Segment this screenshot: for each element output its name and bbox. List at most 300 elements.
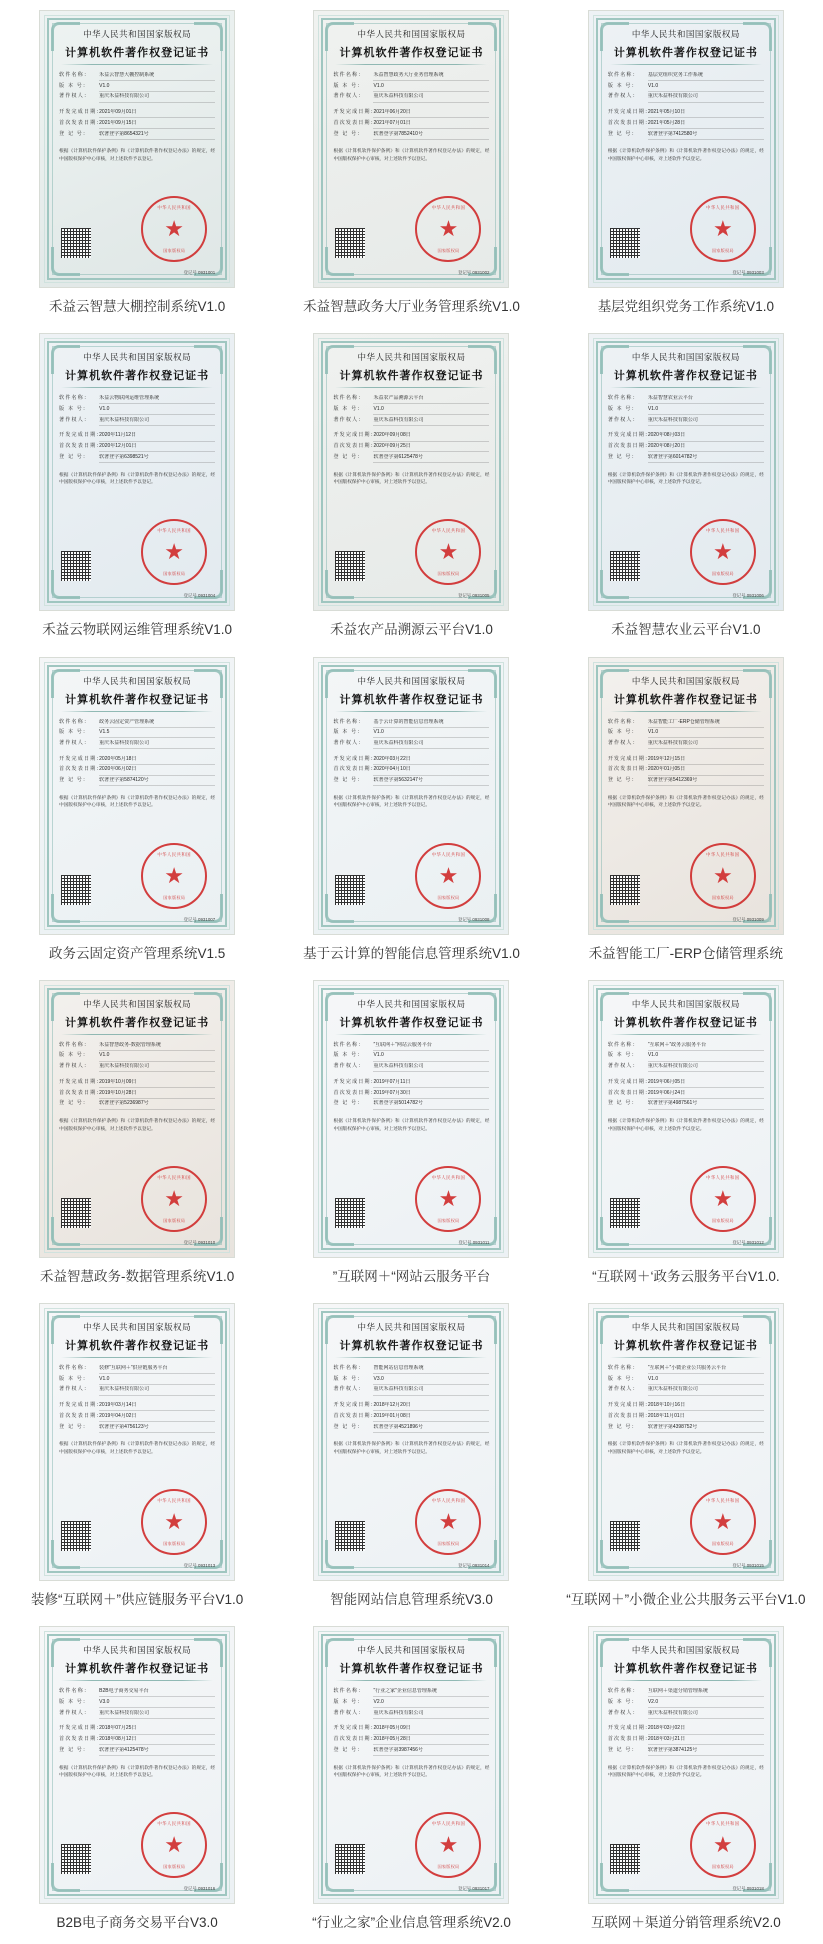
certificate-image[interactable] <box>39 1626 235 1904</box>
field-copyright-owner <box>59 740 215 749</box>
certificate-image[interactable] <box>313 333 509 611</box>
field-copyright-owner <box>608 417 764 426</box>
certificate-card[interactable] <box>0 651 274 974</box>
divider <box>610 387 762 388</box>
field-label: 软件名称： <box>607 395 639 402</box>
corner-ornament-icon <box>600 992 629 1021</box>
seal-star-icon: ★ <box>438 1509 459 1534</box>
certificate-caption: B2B电子商务交易平台V3.0 <box>56 1915 218 1931</box>
field-label: 开发完成日期： <box>607 1725 652 1732</box>
certificate-card[interactable] <box>549 1620 823 1943</box>
seal-star-icon: ★ <box>164 1185 185 1211</box>
divider <box>61 1680 213 1681</box>
certificate-note: 根据《计算机软件保护条例》和《计算机软件著作权登记办法》的规定，经中国版权保护中心审核，对上述软件予以登记。 <box>333 1441 490 1454</box>
field-label: 著作权人： <box>333 93 365 100</box>
corner-ornament-icon <box>194 1315 223 1344</box>
field-label: 登 记 号： <box>59 453 90 460</box>
field-label: 软件名称： <box>333 1041 365 1048</box>
seal-top-text: 中华人民共和国 <box>157 1498 191 1503</box>
field-software-name <box>333 1688 489 1697</box>
field-registration-number <box>333 1747 489 1756</box>
field-label: 版 本 号： <box>59 729 90 736</box>
field-version <box>59 1376 215 1385</box>
field-label: 版 本 号： <box>607 1052 638 1059</box>
field-value: 2019年07月30日 <box>373 1090 489 1099</box>
certificate-border <box>47 1634 227 1896</box>
field-software-name <box>59 72 215 81</box>
certificate-serial: 登记号 0931018 <box>732 1886 764 1892</box>
certificate-note: 根据《计算机软件保护条例》和《计算机软件著作权登记办法》的规定，经中国版权保护中心审核，对上述软件予以登记。 <box>607 1764 764 1778</box>
field-label: 著作权人： <box>333 1386 365 1393</box>
field-value: 重庆禾益科技有限公司 <box>99 93 215 102</box>
field-value: 重庆禾益科技有限公司 <box>648 1386 764 1395</box>
seal-top-text: 中华人民共和国 <box>706 528 740 534</box>
certificate-card[interactable] <box>549 4 823 327</box>
corner-ornament-icon <box>51 1315 80 1344</box>
field-label: 软件名称： <box>333 1365 365 1372</box>
field-label: 开发完成日期： <box>333 1078 377 1085</box>
field-registration-number <box>59 131 215 140</box>
certificate-serial: 登记号 0931003 <box>732 270 764 275</box>
field-registration-number <box>608 1747 764 1756</box>
field-label: 首次发表日期： <box>333 766 377 773</box>
seal-top-text: 中华人民共和国 <box>431 528 466 534</box>
field-label: 开发完成日期： <box>59 1078 103 1085</box>
field-label: 开发完成日期： <box>59 109 103 116</box>
field-value: 2018年11月01日 <box>648 1413 764 1422</box>
field-value: 软著登字第7852410号 <box>373 131 489 140</box>
field-version <box>333 1052 489 1061</box>
seal-top-text: 中华人民共和国 <box>157 851 191 857</box>
red-seal-icon <box>141 196 207 262</box>
certificate-card[interactable] <box>274 1620 548 1943</box>
certificate-fields <box>333 1365 489 1434</box>
field-development-date <box>608 1402 764 1411</box>
field-value: 2018年07月25日 <box>99 1725 215 1734</box>
field-development-date <box>59 1725 215 1734</box>
certificate-issuer: 中华人民共和国国家版权局 <box>631 1645 740 1656</box>
field-software-name <box>59 395 215 404</box>
field-value: 2021年06月20日 <box>373 109 489 118</box>
field-label: 首次发表日期： <box>607 1736 652 1743</box>
field-label: 著作权人： <box>607 1386 639 1393</box>
divider <box>335 711 487 712</box>
field-value: 软著登字第4756123号 <box>99 1424 215 1433</box>
certificate-issuer: 中华人民共和国国家版权局 <box>357 675 466 686</box>
divider <box>610 1680 762 1681</box>
field-software-name <box>333 1042 489 1051</box>
field-label: 版 本 号： <box>333 1052 364 1059</box>
field-value: 重庆禾益科技有限公司 <box>648 93 764 102</box>
field-label: 开发完成日期： <box>333 755 377 762</box>
field-value: 2020年06月02日 <box>99 766 215 775</box>
certificate-image[interactable] <box>313 1303 509 1581</box>
certificate-title: 计算机软件著作权登记证书 <box>613 1016 758 1029</box>
field-publication-date <box>608 1736 764 1745</box>
seal-top-text: 中华人民共和国 <box>706 1498 740 1503</box>
field-version <box>608 1376 764 1385</box>
corner-ornament-icon <box>325 1638 354 1667</box>
corner-ornament-icon <box>325 992 354 1021</box>
field-value: V1.0 <box>648 406 764 415</box>
field-label: 版 本 号： <box>59 82 90 89</box>
field-label: 版 本 号： <box>333 1698 364 1705</box>
corner-ornament-icon <box>194 22 223 51</box>
seal-star-icon: ★ <box>164 1832 185 1858</box>
certificate-fields <box>59 395 215 464</box>
certificate-note: 根据《计算机软件保护条例》和《计算机软件著作权登记办法》的规定，经中国版权保护中心审核，对上述软件予以登记。 <box>607 1441 764 1454</box>
certificate-fields <box>333 72 489 141</box>
field-value: 重庆禾益科技有限公司 <box>648 1063 764 1072</box>
certificate-title: 计算机软件著作权登记证书 <box>613 693 758 706</box>
qr-code-icon <box>61 1521 91 1551</box>
seal-top-text: 中华人民共和国 <box>431 1498 466 1503</box>
certificate-serial: 登记号 0931007 <box>183 916 216 922</box>
certificate-serial: 登记号 0931017 <box>457 1886 490 1892</box>
field-value: 软著登字第4521896号 <box>373 1424 489 1433</box>
field-label: 软件名称： <box>59 1688 91 1695</box>
certificate-signature-area <box>333 851 489 917</box>
field-value: V2.0 <box>373 1699 489 1708</box>
field-value: 禾益智慧政务-数据管理系统 <box>99 1042 215 1051</box>
corner-ornament-icon <box>194 1638 223 1667</box>
field-label: 软件名称： <box>607 1041 639 1048</box>
certificate-card[interactable] <box>274 1297 548 1620</box>
field-label: 软件名称： <box>59 718 91 725</box>
certificate-border <box>321 988 501 1250</box>
qr-code-icon <box>335 228 365 258</box>
certificate-signature-area <box>608 1820 764 1886</box>
divider <box>610 1034 762 1035</box>
seal-top-text: 中华人民共和国 <box>431 851 466 857</box>
certificate-signature-area <box>333 204 489 270</box>
field-value: V1.0 <box>373 406 489 415</box>
field-development-date <box>333 756 489 765</box>
certificate-signature-area <box>608 851 764 917</box>
red-seal-icon <box>415 843 481 909</box>
field-label: 开发完成日期： <box>59 1725 103 1732</box>
field-label: 著作权人： <box>333 1063 365 1070</box>
certificate-note: 根据《计算机软件保护条例》和《计算机软件著作权登记办法》的规定，经中国版权保护中心审核，对上述软件予以登记。 <box>333 794 490 808</box>
field-label: 首次发表日期： <box>607 443 652 450</box>
certificate-caption: “互联网＋”小微企业公共服务云平台V1.0 <box>566 1592 806 1607</box>
corner-ornament-icon <box>51 1638 80 1667</box>
certificate-signature-area <box>608 204 764 270</box>
field-copyright-owner <box>608 1710 764 1719</box>
field-value: 禾益云智慧大棚控制系统 <box>99 72 215 81</box>
certificate-image[interactable] <box>39 1303 235 1581</box>
certificate-signature-area <box>59 527 215 593</box>
certificate-title: 计算机软件著作权登记证书 <box>65 693 210 706</box>
field-copyright-owner <box>333 93 489 102</box>
certificate-note: 根据《计算机软件保护条例》和《计算机软件著作权登记办法》的规定，经中国版权保护中心审核，对上述软件予以登记。 <box>333 148 490 161</box>
seal-star-icon: ★ <box>438 1185 459 1211</box>
field-copyright-owner <box>59 1386 215 1395</box>
field-software-name <box>333 1365 489 1374</box>
certificate-title: 计算机软件著作权登记证书 <box>65 1340 210 1353</box>
certificate-image[interactable] <box>588 1626 784 1904</box>
field-development-date <box>608 109 764 118</box>
field-publication-date <box>333 1413 489 1422</box>
certificate-image[interactable] <box>313 1626 509 1904</box>
field-value: V1.0 <box>373 729 489 738</box>
certificate-caption: 禾益云物联网运维管理系统V1.0 <box>42 622 233 638</box>
seal-bottom-text: 国家版权局 <box>437 1864 460 1870</box>
certificate-note: 根据《计算机软件保护条例》和《计算机软件著作权登记办法》的规定，经中国版权保护中心审核，对上述软件予以登记。 <box>59 1118 216 1131</box>
certificate-signature-area <box>59 204 215 270</box>
field-value: 2020年08月03日 <box>648 432 764 441</box>
field-value: 2021年09月15日 <box>99 120 215 129</box>
field-value: 重庆禾益科技有限公司 <box>373 1063 489 1072</box>
certificate-card[interactable] <box>549 651 823 974</box>
certificate-image[interactable] <box>588 980 784 1258</box>
certificate-image[interactable] <box>588 657 784 935</box>
certificate-serial: 登记号 0931013 <box>183 1563 216 1568</box>
corner-ornament-icon <box>51 992 80 1021</box>
seal-bottom-text: 国家版权局 <box>437 571 460 577</box>
field-value: 禾益智能工厂-ERP仓储管理系统 <box>648 719 764 728</box>
field-value: V3.0 <box>373 1376 489 1385</box>
field-software-name <box>59 719 215 728</box>
field-label: 首次发表日期： <box>59 443 103 450</box>
red-seal-icon <box>415 1812 481 1878</box>
field-value: “行业之家”企业信息管理系统 <box>373 1688 489 1697</box>
field-publication-date <box>333 766 489 775</box>
seal-star-icon: ★ <box>712 216 733 241</box>
field-value: 基层党组织党务工作系统 <box>648 72 764 81</box>
certificate-serial: 登记号 0931010 <box>183 1239 216 1245</box>
certificate-border <box>47 1311 227 1573</box>
red-seal-icon <box>141 1812 207 1878</box>
corner-ornament-icon <box>468 22 497 51</box>
seal-top-text: 中华人民共和国 <box>157 1821 191 1827</box>
field-label: 版 本 号： <box>607 1375 638 1382</box>
red-seal-icon <box>415 1166 481 1232</box>
corner-ornament-icon <box>743 22 772 51</box>
certificate-card[interactable] <box>274 651 548 974</box>
field-label: 软件名称： <box>607 718 639 725</box>
field-value: 2020年09月25日 <box>373 443 489 452</box>
red-seal-icon <box>415 1489 481 1555</box>
field-development-date <box>333 1402 489 1411</box>
certificate-image[interactable] <box>39 10 235 288</box>
certificate-note: 根据《计算机软件保护条例》和《计算机软件著作权登记办法》的规定，经中国版权保护中心审核，对上述软件予以登记。 <box>59 1441 216 1454</box>
field-label: 软件名称： <box>59 1365 91 1372</box>
certificate-fields <box>333 1042 489 1111</box>
field-value: 禾益云物联网运维管理系统 <box>99 395 215 404</box>
qr-code-icon <box>335 551 365 581</box>
certificate-card[interactable] <box>274 327 548 650</box>
field-registration-number <box>59 454 215 463</box>
field-value: 2020年12月01日 <box>99 443 215 452</box>
qr-code-icon <box>610 1521 640 1551</box>
certificate-image[interactable] <box>588 333 784 611</box>
field-label: 软件名称： <box>607 1365 639 1372</box>
field-label: 首次发表日期： <box>607 766 652 773</box>
certificate-title: 计算机软件著作权登记证书 <box>65 1663 210 1676</box>
certificate-note: 根据《计算机软件保护条例》和《计算机软件著作权登记办法》的规定，经中国版权保护中心审核，对上述软件予以登记。 <box>59 794 216 808</box>
field-value: 重庆禾益科技有限公司 <box>99 1710 215 1719</box>
certificate-image[interactable] <box>313 10 509 288</box>
corner-ornament-icon <box>468 992 497 1021</box>
seal-bottom-text: 国家版权局 <box>163 571 186 577</box>
certificate-serial: 登记号 0931012 <box>732 1239 764 1245</box>
field-label: 登 记 号： <box>607 130 638 137</box>
field-label: 著作权人： <box>607 1709 639 1716</box>
field-value: 2018年08月12日 <box>99 1736 215 1745</box>
field-value: 重庆禾益科技有限公司 <box>99 1063 215 1072</box>
field-development-date <box>333 1725 489 1734</box>
certificate-border <box>596 341 776 603</box>
field-label: 著作权人： <box>59 1386 91 1393</box>
field-version <box>59 83 215 92</box>
field-value: 软著登字第3874125号 <box>648 1747 764 1756</box>
certificate-title: 计算机软件著作权登记证书 <box>339 370 484 383</box>
certificate-image[interactable] <box>588 10 784 288</box>
field-label: 登 记 号： <box>607 453 638 460</box>
field-value: 软著登字第4398752号 <box>648 1424 764 1433</box>
field-version <box>608 729 764 738</box>
certificate-fields <box>59 1042 215 1111</box>
field-value: 2019年01月08日 <box>373 1413 489 1422</box>
field-development-date <box>608 432 764 441</box>
certificate-signature-area <box>333 1174 489 1240</box>
certificate-note: 根据《计算机软件保护条例》和《计算机软件著作权登记办法》的规定，经中国版权保护中心审核，对上述软件予以登记。 <box>607 148 764 161</box>
corner-ornament-icon <box>600 1638 629 1667</box>
certificate-signature-area <box>59 1497 215 1563</box>
seal-top-text: 中华人民共和国 <box>157 528 191 534</box>
certificate-card[interactable] <box>274 4 548 327</box>
field-value: 2019年07月11日 <box>373 1079 489 1088</box>
field-value: 软著登字第5236987号 <box>99 1100 215 1109</box>
certificate-card[interactable] <box>0 327 274 650</box>
certificate-issuer: 中华人民共和国国家版权局 <box>83 1322 192 1332</box>
seal-star-icon: ★ <box>438 216 459 241</box>
certificate-card[interactable] <box>549 974 823 1297</box>
certificate-issuer: 中华人民共和国国家版权局 <box>357 29 466 39</box>
certificate-note: 根据《计算机软件保护条例》和《计算机软件著作权登记办法》的规定，经中国版权保护中心审核，对上述软件予以登记。 <box>333 1118 490 1131</box>
certificate-signature-area <box>333 1497 489 1563</box>
corner-ornament-icon <box>194 669 223 698</box>
certificate-card[interactable] <box>0 4 274 327</box>
field-value: 2018年12月20日 <box>373 1402 489 1411</box>
field-label: 登 记 号： <box>59 777 90 784</box>
certificate-image[interactable] <box>39 980 235 1258</box>
certificate-caption: ”互联网＋“网站云服务平台 <box>332 1268 491 1284</box>
field-value: 2019年10月09日 <box>99 1079 215 1088</box>
field-label: 首次发表日期： <box>607 119 652 126</box>
field-label: 登 记 号： <box>333 1746 364 1753</box>
seal-star-icon: ★ <box>164 216 185 241</box>
certificate-image[interactable] <box>588 1303 784 1581</box>
field-label: 版 本 号： <box>59 1698 90 1705</box>
field-software-name <box>333 72 489 81</box>
field-value: 2020年09月08日 <box>373 432 489 441</box>
certificate-border <box>321 1311 501 1573</box>
field-development-date <box>333 1079 489 1088</box>
corner-ornament-icon <box>51 669 80 698</box>
field-registration-number <box>333 454 489 463</box>
field-value: V2.0 <box>648 1699 764 1708</box>
field-value: 禾益农产品溯源云平台 <box>373 395 489 404</box>
field-publication-date <box>59 120 215 129</box>
corner-ornament-icon <box>468 1315 497 1344</box>
field-registration-number <box>608 454 764 463</box>
field-value: 禾益智慧政务大厅业务管理系统 <box>373 72 489 81</box>
seal-bottom-text: 国家版权局 <box>437 248 460 253</box>
certificate-title: 计算机软件著作权登记证书 <box>613 370 758 383</box>
field-publication-date <box>608 120 764 129</box>
field-value: “互联网＋”政务云服务平台 <box>648 1042 764 1051</box>
field-software-name <box>608 72 764 81</box>
divider <box>335 387 487 388</box>
field-value: 软著登字第5632147号 <box>373 777 489 786</box>
field-label: 开发完成日期： <box>59 1402 103 1409</box>
qr-code-icon <box>610 1844 640 1874</box>
certificate-card[interactable] <box>0 1620 274 1943</box>
certificate-border <box>321 665 501 927</box>
certificate-signature-area <box>608 527 764 593</box>
certificate-image[interactable] <box>313 980 509 1258</box>
field-label: 开发完成日期： <box>607 755 652 762</box>
certificate-title: 计算机软件著作权登记证书 <box>339 47 484 60</box>
field-value: 重庆禾益科技有限公司 <box>373 1386 489 1395</box>
field-version <box>59 406 215 415</box>
certificate-card[interactable] <box>0 974 274 1297</box>
certificate-card[interactable] <box>274 974 548 1297</box>
field-label: 首次发表日期： <box>333 119 377 126</box>
red-seal-icon <box>690 1812 756 1878</box>
certificate-card[interactable] <box>549 1297 823 1620</box>
certificate-image[interactable] <box>313 657 509 935</box>
field-version <box>59 1699 215 1708</box>
certificate-caption: “行业之家”企业信息管理系统V2.0 <box>312 1915 511 1931</box>
field-copyright-owner <box>608 1063 764 1072</box>
certificate-caption: 禾益智慧政务大厅业务管理系统V1.0 <box>303 299 520 314</box>
seal-bottom-text: 国家版权局 <box>437 1217 460 1223</box>
field-value: V1.0 <box>648 83 764 92</box>
field-copyright-owner <box>333 1063 489 1072</box>
field-development-date <box>608 1725 764 1734</box>
certificate-image[interactable] <box>39 333 235 611</box>
field-publication-date <box>59 443 215 452</box>
certificate-issuer: 中华人民共和国国家版权局 <box>83 352 192 363</box>
field-value: V1.0 <box>373 1052 489 1061</box>
certificate-card[interactable] <box>549 327 823 650</box>
field-label: 版 本 号： <box>607 405 638 412</box>
field-value: 软著登字第5412369号 <box>648 777 764 786</box>
divider <box>61 711 213 712</box>
certificate-serial: 登记号 0931015 <box>732 1563 764 1568</box>
field-label: 开发完成日期： <box>333 1402 377 1409</box>
certificate-issuer: 中华人民共和国国家版权局 <box>631 352 740 363</box>
field-value: 2021年09月01日 <box>99 109 215 118</box>
field-label: 登 记 号： <box>333 777 364 784</box>
qr-code-icon <box>61 228 91 258</box>
certificate-issuer: 中华人民共和国国家版权局 <box>631 1322 740 1332</box>
red-seal-icon <box>690 1489 756 1555</box>
certificate-title: 计算机软件著作权登记证书 <box>339 1016 484 1029</box>
field-development-date <box>59 1402 215 1411</box>
field-value: 2018年03月21日 <box>648 1736 764 1745</box>
seal-top-text: 中华人民共和国 <box>431 205 466 210</box>
seal-star-icon: ★ <box>438 1832 459 1858</box>
corner-ornament-icon <box>51 345 80 374</box>
certificate-card[interactable] <box>0 1297 274 1620</box>
certificate-serial: 登记号 0931001 <box>183 270 216 275</box>
certificate-image[interactable] <box>39 657 235 935</box>
field-registration-number <box>333 1100 489 1109</box>
